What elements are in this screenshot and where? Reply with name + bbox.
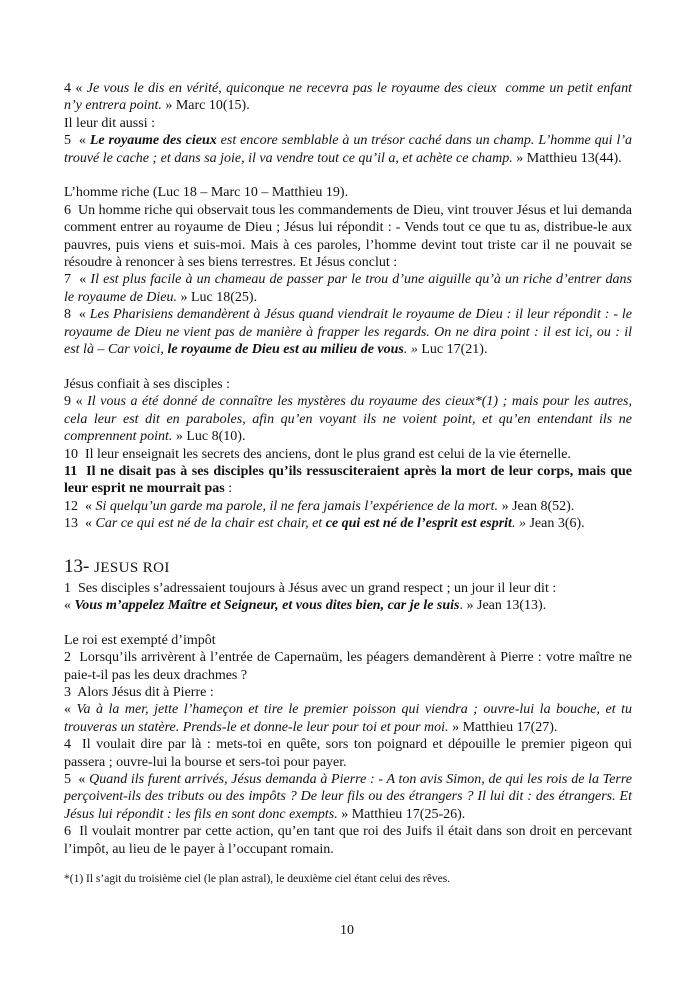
paragraph <box>64 115 632 132</box>
text-run: Quand ils furent arrivés, Jésus demanda à Pierre : - A ton avis Simon, de qui les rois de la Terre perçoivent-ils des tributs ou des impôts ? De leur fils ou des étrangers ? Il lui dit : des étrangers. Et Jésus lui répondit : les fils en sont donc exempts. <box>64 771 636 822</box>
text-run: Je vous le dis en vérité, quiconque ne recevra pas le royaume des cieux comme un petit enfant n’y entrera point. <box>64 81 636 114</box>
paragraph <box>64 597 632 614</box>
text-run: » Matthieu 13(44). <box>512 150 622 166</box>
text-run: 11 Il ne disait pas à ses disciples qu’ils ressusciteraient après la mort de leur corps, mais que leur esprit ne mourrait pas <box>64 463 636 497</box>
text-run: ce qui est né de l’esprit est esprit <box>325 516 512 532</box>
text-run: L’homme riche (Luc 18 – Marc 10 – Matthieu 19). <box>64 185 349 201</box>
text-run: 5 « <box>64 133 90 149</box>
text-run: » Luc 8(10). <box>172 429 246 445</box>
text-run: 5 « <box>64 771 90 787</box>
paragraph <box>64 515 632 532</box>
text-run: 12 « <box>64 498 96 514</box>
text-run: le royaume de Dieu est au milieu de vous <box>167 342 404 358</box>
text-run: « <box>64 597 75 613</box>
text-run: 13 « <box>64 516 96 532</box>
text-run: Jésus confiait à ses disciples : <box>64 376 231 392</box>
text-run: Vous m’appelez Maître et Seigneur, et vous dites bien, car je le suis <box>74 597 460 613</box>
text-run: » Matthieu 17(27). <box>448 719 558 735</box>
text-run: JESUS ROI <box>94 559 170 576</box>
text-run: « <box>64 702 77 718</box>
paragraph <box>64 376 632 393</box>
page-number: 10 <box>340 923 354 938</box>
text-run: » Matthieu 17(25-26). <box>337 806 466 822</box>
text-run: 9 « <box>64 394 88 410</box>
text-run: 4 Il voulait dire par là : mets-toi en quête, sors ton poignard et dépouille le premier pigeon qui passera ; ouvre-lui la bourse et sers-toi pour payer. <box>64 737 636 770</box>
paragraph <box>64 580 632 597</box>
text-run: 10 Il leur enseignait les secrets des anciens, dont le plus grand est celui de la vie éternelle. <box>64 446 571 462</box>
text-run: Il leur dit aussi : <box>64 115 155 131</box>
paragraph <box>64 393 636 445</box>
text-run: *(1) Il s’agit du troisième ciel (le plan astral), le deuxième ciel étant celui des rêves. <box>64 873 451 886</box>
text-run: 2 Lorsqu’ils arrivèrent à l’entrée de Capernaüm, les péagers demandèrent à Pierre : votre maître ne paie-t-il pas les deux drachmes ? <box>64 650 636 683</box>
text-run: . » <box>511 516 526 532</box>
text-run: Le royaume des cieux <box>89 133 217 149</box>
paragraph <box>64 649 636 684</box>
text-run: Les Pharisiens demandèrent à Jésus quand viendrait le royaume de Dieu : il leur répondit : - le royaume de Dieu ne vient pas de manière à frapper les regards. On ne dira point : il est ici, ou : il est là – Car voici, <box>64 307 636 358</box>
paragraph <box>64 632 632 649</box>
text-run: . » Jean 13(13). <box>459 597 547 613</box>
text-run: Il vous a été donné de connaître les mystères du royaume des cieux*(1) ; mais pour les autres, cela leur est dit en paraboles, afin qu’en voyant ils ne voient point, et qu’en entendant ils ne comprennent point. <box>64 394 636 445</box>
paragraph <box>64 132 636 167</box>
text-run: » Luc 18(25). <box>177 289 258 305</box>
text-run: . » <box>403 342 418 358</box>
text-run: » Jean 8(52). <box>498 498 575 514</box>
text-run: 6 Il voulait montrer par cette action, qu’en tant que roi des Juifs il était dans son droit en percevant l’impôt, au lieu de le payer à l’occupant romain. <box>64 824 636 857</box>
footnote <box>64 872 632 886</box>
paragraph <box>64 684 632 701</box>
text-run: Jean 3(6). <box>525 516 585 532</box>
paragraph <box>64 80 636 115</box>
text-run: est encore semblable à un trésor caché dans un champ. L’homme qui l’a trouvé le cache ; et dans sa joie, il va vendre tout ce qu’il a, et achète ce champ. <box>64 133 636 166</box>
paragraph <box>64 701 636 736</box>
text-run: Va à la mer, jette l’hameçon et tire le premier poisson qui viendra ; ouvre-lui la bouche, et tu trouveras un statère. Prends-le et donne-le leur pour toi et pour moi. <box>64 702 636 735</box>
section-heading <box>64 556 632 580</box>
text-run: 6 Un homme riche qui observait tous les commandements de Dieu, vint trouver Jésus et lui demanda comment entrer au royaume de Dieu ; Jésus lui répondit : - Vends tout ce que tu as, distribue-le aux pauvres, puis viens et suis-moi. Mais à ces paroles, l’homme devint tout triste car il ne pouvait se résoudre à renoncer à ses biens terrestres. Et Jésus conclut : <box>64 202 636 271</box>
paragraph <box>64 823 636 858</box>
text-run: 7 « <box>64 272 91 288</box>
paragraph <box>64 202 636 272</box>
text-run: Le roi est exempté d’impôt <box>64 632 216 648</box>
text-run: 4 « <box>64 81 87 96</box>
document-body <box>64 80 636 886</box>
paragraph <box>64 736 636 771</box>
paragraph <box>64 306 636 358</box>
paragraph <box>64 771 636 823</box>
paragraph <box>64 498 632 515</box>
text-run: Car ce qui est né de la chair est chair, et <box>95 516 326 532</box>
paragraph <box>64 446 632 463</box>
paragraph <box>64 463 636 498</box>
text-run: 3 Alors Jésus dit à Pierre : <box>64 684 214 700</box>
text-run: 13- <box>64 555 95 577</box>
text-run: Luc 17(21). <box>417 342 488 358</box>
text-run: Si quelqu’un garde ma parole, il ne fera jamais l’expérience de la mort. <box>95 498 499 514</box>
text-run: 8 « <box>64 307 90 323</box>
text-run: Il est plus facile à un chameau de passer par le trou d’une aiguille qu’à un riche d’entrer dans le royaume de Dieu. <box>64 272 636 305</box>
text-run: » Marc 10(15). <box>161 98 250 114</box>
text-run: 1 Ses disciples s’adressaient toujours à Jésus avec un grand respect ; un jour il leur dit : <box>64 580 557 596</box>
paragraph <box>64 184 632 201</box>
text-run: : <box>224 481 233 497</box>
paragraph <box>64 271 636 306</box>
